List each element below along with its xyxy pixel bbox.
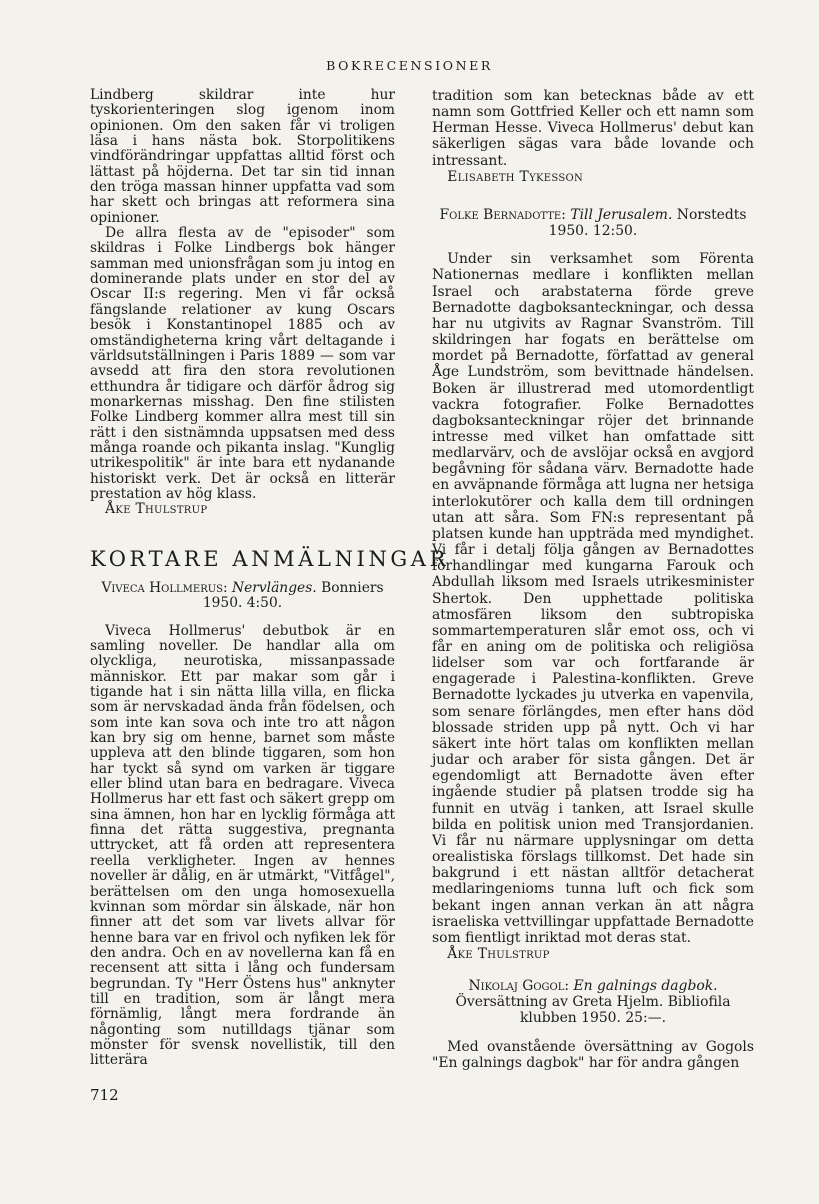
review-publisher: Bonniers (321, 579, 384, 596)
review-book-title: Nervlänges. (232, 579, 317, 596)
paragraph: tradition som kan betecknas både av ett namn som Gottfried Keller och ett namn som Herman Hesse. Viveca Hollmerus' debut kan säkerligen sägas vara både lovande och intressant. (432, 88, 754, 169)
review-author: Nikolaj Gogol: (468, 978, 570, 995)
paragraph: Under sin verksamhet som Förenta Nationernas medlare i konflikten mellan Israel och arabstaterna förde greve Bernadotte dagboksanteckningar, och dessa har nu utgivits av Ragnar Svanström. Till skildringen har fogats en berättelse om mordet på Bernadotte, författad av general Åge Lundström, som bevittnade händelsen. Boken är illustrerad med utomordentligt vackra fotografier. Folke Bernadottes dagboksanteckningar röjer det brinnande intresse med vilket han omfattade sitt medlarvärv, och de avslöjar också en avgjord begåvning för sådana värv. Bernadotte hade en avväpnande förmåga att lugna ner hetsiga interlokutörer och kalla dem till ordningen utan att såra. Som FN:s representant på platsen kunde han uppträda med myndighet. Vi får i detalj följa gången av Bernadottes förhandlingar med kungarna Farouk och Abdullah liksom med Israels utrikesminister Shertok. Den upphettade politiska atmosfären liksom den subtropiska sommartemperaturen slår emot oss, och vi får en aning om de politiska och religiösa lidelser som var och fortfarande är engagerade i Palestina-konflikten. Greve Bernadotte lyckades ju utverka en vapenvila, som senare förlängdes, men efter hans död blossade striden upp på nytt. Och vi har säkert inte hört talas om konflikten mellan judar och araber för sista gången. Det är egendomligt att Bernadotte även efter ingående studier på platsen trodde sig ha funnit en utväg i tanken, att Israel skulle bilda en politisk union med Transjordanien. Vi får nu närmare upplysningar om detta orealistiska förslags tillkomst. Det hade sin bakgrund i ett nästan alltför detacherat medlaringenioms tunna luft och fick som bekant ingen annan verkan än att några israeliska vettvillingar uppfattade Bernadotte som fientligt inriktad mot deras stat. (432, 251, 754, 946)
reviewer-signature: Åke Thulstrup (447, 945, 550, 962)
review-author: Viveca Hollmerus: (101, 579, 228, 596)
review-price: 1950. 4:50. (202, 595, 283, 612)
review-heading (432, 207, 754, 239)
review-book-title: Till Jerusalem. (570, 206, 673, 223)
paragraph: Lindberg skildrar inte hur tyskorienteringen slog igenom inom opinionen. Om den saken får vi troligen läsa i hans nästa bok. Storpolitikens vindförändringar uppfattas alltid först och lättast på höjderna. Det tar sin tid innan den tröga massan hinner uppfatta vad som har skett och bringas att reformera sina opinioner. (90, 87, 395, 226)
reviewer-signature: Åke Thulstrup (105, 501, 208, 518)
review-price: klubben 1950. 25:—. (519, 1010, 666, 1027)
review-translation: Översättning av Greta Hjelm. Bibliofila (455, 994, 731, 1011)
paragraph: Viveca Hollmerus' debutbok är en samling noveller. De handlar alla om olyckliga, neurotiska, missanpassade människor. Ett par makar som går i tigande hat i sin nätta lilla villa, en flicka som är nervskadad ända från födelsen, och som inte kan sova och inte tro att någon kan bry sig om henne, barnet som måste uppleva att den blinde tiggaren, som hon har tyckt så synd om varken är tiggare eller blind utan bara en bedragare. Viveca Hollmerus har ett fast och säkert grepp om sina ämnen, hon har en lycklig förmåga att finna det rätta suggestiva, pregnanta uttrycket, att få orden att representera reella verkligheter. Ingen av hennes noveller är dålig, en är utmärkt, "Vitfågel", berättelsen om den unga homosexuella kvinnan som mördar sin älskade, när hon finner att det som var livets allvar för henne bara var en frivol och nyfiken lek för den andra. Och en av novellerna kan få en recensent att sitta i lång och fundersam begrundan. Ty "Herr Östens hus" anknyter till en tradition, som är långt mera förnämlig, långt mera fordrande än någonting som nutilldags tjänar som mönster för svensk novellistik, till den litterära (90, 622, 395, 1069)
review-price: 1950. 12:50. (548, 223, 638, 240)
reviewer-signature: Elisabeth Tykesson (447, 168, 584, 185)
review-book-title: En galnings dagbok. (573, 978, 718, 995)
review-heading (90, 581, 395, 612)
review-author: Folke Bernadotte: (439, 206, 566, 223)
right-column (432, 88, 754, 1071)
page-number: 712 (90, 1086, 119, 1104)
paragraph: Med ovanstående översättning av Gogols "En galnings dagbok" har för andra gången (432, 1038, 754, 1071)
review-publisher: Norstedts (676, 206, 747, 223)
running-head: BOKRECENSIONER (326, 58, 493, 73)
paragraph: De allra flesta av de "episoder" som skildras i Folke Lindbergs bok hänger samman med unionsfrågan som ju intog en dominerande plats under en stor del av Oscar II:s regering. Men vi får också fängslande relationer av kung Oscars besök i Konstantinopel 1885 och av omständigheterna kring vårt deltagande i världsutställningen i Paris 1889 — som var avsedd att fira den stora revolutionen etthundra år tidigare och därför ådrog sig monarkernas misshag. Den fine stilisten Folke Lindberg kommer allra mest till sin rätt i den sistnämnda uppsatsen med dess många roande och pikanta inslag. "Kunglig utrikespolitik" är inte bara ett nydanande historiskt verk. Det är också en litterär prestation av hög klass. (90, 225, 395, 502)
section-title: KORTARE ANMÄLNINGAR (90, 546, 449, 571)
left-column (90, 87, 449, 1069)
review-heading (432, 978, 754, 1026)
